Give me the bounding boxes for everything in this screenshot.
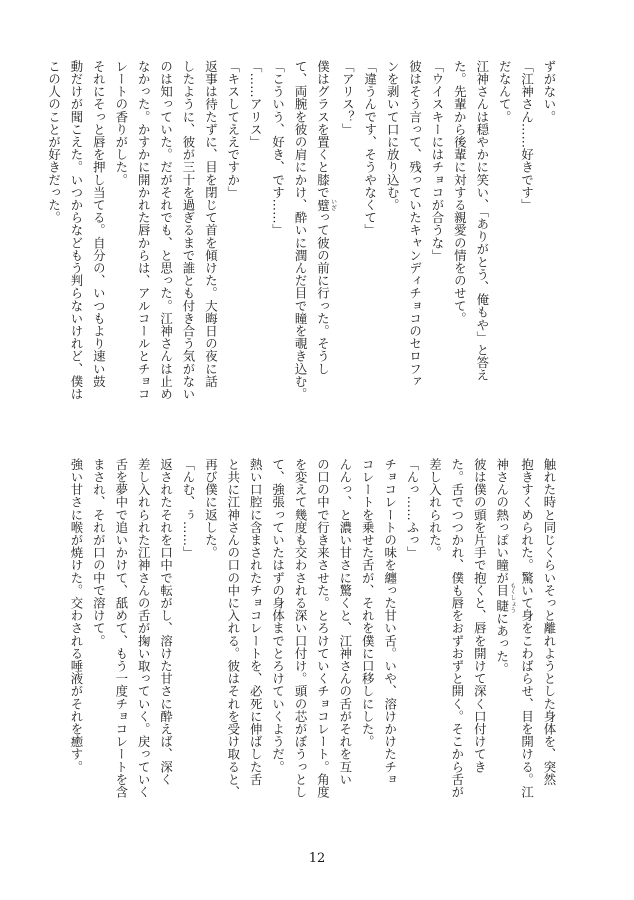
text-line: 「こういう、好き、です……」	[270, 60, 286, 237]
text-line: 返されたそれを口中で転がし、溶けた甘さに酔えば、深く	[158, 458, 174, 786]
text-line: 「んっ……ふっ」	[405, 458, 421, 559]
text-block-upper	[46, 60, 560, 446]
text-line: まされ、それが口の中で溶けて。	[91, 458, 107, 647]
text-line: 江神さんは穏やかに笑い、「ありがとう、俺もや」と答え	[474, 60, 490, 382]
text-line: 返事は待たずに、目を閉じて首を傾けた。大晦日の夜に話	[203, 60, 219, 388]
text-line: 「んむ、ぅ……」	[181, 458, 196, 559]
text-line: 舌を夢中で追いかけて、舐めて、もう一度チョコレートを含	[113, 458, 129, 799]
text-line: 動だけが聞こえた。いつからなどもう判らないけれど、僕は	[68, 60, 84, 401]
page-number: 12	[308, 851, 326, 866]
furigana: 目睫 もくしょう	[494, 582, 516, 614]
furigana: 躄 いざ	[315, 198, 337, 212]
text-line: の口の中で行き来させた。とろけていくチョコレート。角度	[315, 458, 331, 799]
text-line: 差し入れられた江神さんの舌が掬い取っていく。戻っていく	[136, 458, 152, 799]
text-line: 差し入れられた。	[427, 458, 443, 559]
text-line: ンを剥いて口に放り込む。	[385, 60, 401, 212]
text-line: 熱い口腔に含まされたチョコレートを、必死に伸ばした舌	[248, 458, 264, 786]
text-line: 「キスしてええですか」	[225, 60, 241, 199]
text-block-lower	[68, 458, 560, 844]
text-line: 彼はそう言って、残っていたキャンディチョコのセロファ	[407, 60, 423, 388]
text-line: 再び僕に返した。	[203, 458, 219, 559]
text-line: 「江神さん……好きです」	[519, 60, 535, 212]
text-line: 「……アリス」	[248, 60, 264, 149]
text-line: のは知っていた。だがそれでも、と思った。江神さんは止め	[158, 60, 174, 401]
text-line: 「ウイスキーにはチョコが合うな」	[429, 60, 445, 262]
text-line: 「違うんです、そうやなくて」	[362, 60, 378, 237]
text-line: なかった。かすかに開かれた唇からは、アルコールとチョコ	[136, 60, 152, 401]
text-line: だなんて。	[497, 60, 513, 123]
text-line: チョコレートの味を纏った甘い舌。いや、溶けかけたチョ	[382, 458, 398, 786]
text-line: 強い甘さに喉が焼けた。交わされる唾液がそれを癒す。	[68, 458, 84, 773]
text-line: それにそっと唇を押し当てる。自分の、いつもより速い鼓	[91, 60, 107, 388]
text-line: た。舌でつつかれ、僕も唇をおずおずと開く。そこから舌が	[449, 458, 465, 799]
text-line: 触れた時と同じくらいそっと離れようとした身体を、突然	[542, 458, 557, 786]
text-line: 「アリス？」	[340, 60, 356, 136]
text-line: と共に江神さんの口の中に入れる。彼はそれを受け取ると、	[225, 458, 241, 799]
text-line: 抱きすくめられた。驚いて身をこわばらせ、目を開ける。江	[519, 458, 535, 799]
text-line: ずがない。	[542, 60, 557, 123]
text-line: て、強張っていたはずの身体までとろけていくようだ。	[270, 458, 286, 773]
text-line: を変えて幾度も交わされる深い口付け。頭の芯がぼうっとし	[293, 458, 309, 799]
text-line: コレートを乗せた舌が、それを僕に口移しにした。	[360, 458, 376, 748]
text-line: レートの香りがした。	[113, 60, 129, 186]
text-line: た。先輩から後輩に対する親愛の情をのせて。	[452, 60, 468, 325]
text-line: 神さんの熱っぽい瞳が目睫 もくしょうにあった。	[494, 458, 516, 676]
text-line: 僕はグラスを置くと膝で躄 いざって彼の前に行った。そうし	[315, 60, 337, 376]
text-line: したように、彼が三十を過ぎるまで誰とも付き合う気がない	[181, 60, 196, 401]
text-line: 彼は僕の頭を片手で抱くと、唇を開けて深く口付けてき	[472, 458, 488, 773]
text-line: て、両腕を彼の肩にかけ、酔いに潤んだ目で瞳を覗き込む。	[293, 60, 309, 401]
text-line: この人のことが好きだった。	[46, 60, 62, 224]
text-line: んんっ、と濃い甘さに驚くと、江神さんの舌がそれを互い	[337, 458, 353, 786]
